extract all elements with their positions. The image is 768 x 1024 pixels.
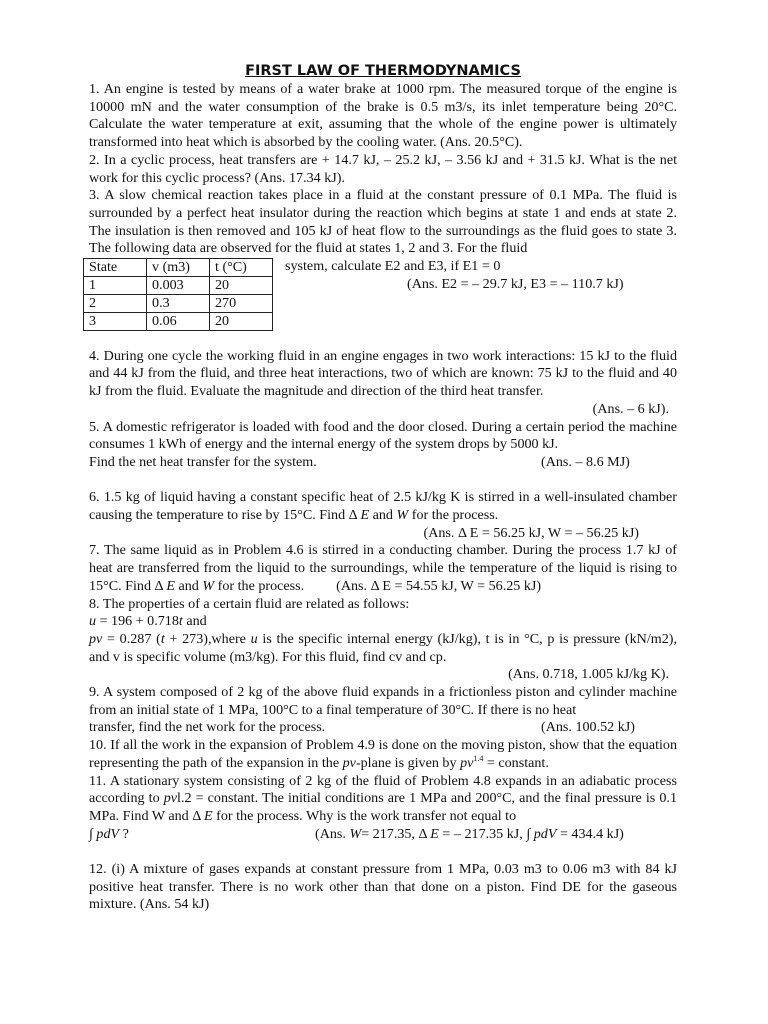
problem-11 — [89, 773, 677, 826]
symbol-e: E — [430, 825, 439, 842]
answer-text: = 217.35, Δ — [361, 825, 431, 842]
problem-11-text: 11. A stationary system consisting of 2 kg of the fluid of Problem 4.8 expands in an adiabatic process according to — [89, 772, 677, 807]
problem-11-answer — [315, 826, 624, 844]
eq1-text: = 196 + 0.718 — [96, 613, 179, 630]
problem-8-intro: 8. The properties of a certain fluid are related as follows: — [89, 595, 410, 612]
symbol-pv: pv — [89, 630, 103, 647]
spacer — [89, 472, 677, 490]
symbol-pdv: pdV — [96, 825, 120, 842]
symbol-t: t — [178, 613, 183, 630]
symbol-t: t — [160, 630, 165, 647]
integral-symbol: ∫ — [89, 825, 97, 842]
page-title: FIRST LAW OF THERMODYNAMICS — [245, 63, 521, 79]
problem-9-text: transfer, find the net work for the process. — [89, 719, 326, 736]
symbol-e: E — [166, 577, 175, 594]
problem-10-text: = constant. — [483, 754, 549, 771]
symbol-w: W — [349, 825, 362, 842]
problem-12: 12. (i) A mixture of gases expands at constant pressure from 1 MPa, 0.03 m3 to 0.06 m3 with 84 kJ positive heat transfer. There is no work other than that done on a piston. Find DE for the gaseous mixture. (Ans. 54 kJ) — [89, 861, 677, 913]
table-cell: 20 — [210, 313, 273, 331]
problem-7 — [89, 542, 677, 595]
table-cell: 0.06 — [147, 313, 210, 331]
table-header-cell: t (°C) — [210, 259, 273, 277]
table-header-cell: State — [84, 259, 147, 277]
problem-6-answer: (Ans. Δ E = 56.25 kJ, W = – 56.25 kJ) — [423, 524, 639, 541]
table-header-row — [84, 259, 273, 277]
table-cell: 20 — [210, 277, 273, 295]
table-cell: 2 — [84, 295, 147, 313]
problem-6-text: 6. 1.5 kg of liquid having a constant specific heat of 2.5 kJ/kg K is stirred in a well-insulated chamber causing the temperature to rise by 15°C. Find Δ — [89, 489, 677, 524]
answer-text: = – 217.35 kJ, ∫ — [438, 825, 534, 842]
question-mark: ? — [119, 825, 129, 842]
spacer — [89, 843, 677, 861]
table-row — [84, 313, 273, 331]
table-row — [84, 295, 273, 313]
symbol-e: E — [360, 507, 370, 524]
problem-3-table-row — [89, 258, 677, 330]
table-header-cell: v (m3) — [147, 259, 210, 277]
symbol-e: E — [204, 807, 213, 824]
symbol-pv: pv — [163, 790, 178, 807]
problem-6 — [89, 489, 677, 524]
eq2-text: + 273),where — [164, 630, 251, 647]
problem-5-last-line — [89, 454, 677, 472]
spacer — [89, 330, 677, 348]
symbol-u: u — [250, 630, 258, 647]
problem-10 — [89, 737, 677, 772]
symbol-pdv: pdV — [533, 825, 557, 842]
problem-3-continuation: system, calculate E2 and E3, if E1 = 0 — [285, 258, 501, 275]
problem-11-text: for the process. Why is the work transfer not equal to — [212, 807, 517, 824]
problem-7-text: 7. The same liquid as in Problem 4.6 is stirred in a conducting chamber. During the process 1.7 kJ of heat are transferred from the liquid to the surroundings, while the temperature of the liquid is rising to 15°C. Find Δ — [89, 542, 677, 594]
problem-9-answer: (Ans. 100.52 kJ) — [541, 719, 635, 736]
symbol-w: W — [396, 507, 409, 524]
symbol-w: W — [202, 577, 215, 594]
table-cell: 0.003 — [147, 277, 210, 295]
problem-3: 3. A slow chemical reaction takes place in a fluid at the constant pressure of 0.1 MPa. The fluid is surrounded by a perfect heat insulator during the reaction which begins at state 1 and ends at state 2. The insulation is then removed and 105 kJ of heat flow to the surroundings as the fluid goes to state 3. The following data are observed for the fluid at states 1, 2 and 3. For the fluid — [89, 187, 677, 257]
table-cell: 1 — [84, 277, 147, 295]
problem-9-last-line — [89, 719, 677, 737]
eq2-text: = 0.287 ( — [102, 630, 161, 647]
symbol-pv: pv — [342, 754, 356, 771]
problem-11-last-line — [89, 826, 677, 844]
problem-11-text: l.2 = constant. The initial conditions are 1 MPa and 200°C, and the final pressure is 0.1 MPa. Find W and Δ — [89, 790, 678, 824]
text-and: and — [174, 577, 203, 594]
problem-10-text: 10. If all the work in the expansion of Problem 4.9 is done on the moving piston, show that the equation representing the path of the expansion in the — [89, 737, 677, 771]
table-row — [84, 277, 273, 295]
exponent: 1.4 — [473, 753, 484, 763]
text-and: and — [369, 507, 397, 524]
symbol-u: u — [89, 613, 97, 630]
problem-7-answer: (Ans. Δ E = 54.55 kJ, W = 56.25 kJ) — [336, 577, 542, 594]
table-cell: 270 — [210, 295, 273, 313]
eq2-text: is the specific internal energy (kJ/kg), t is in °C, p is pressure (kN/m2), and v is specific volume (m3/kg). For this fluid, find cv and cp. — [89, 630, 677, 665]
eq1-end: and — [182, 613, 207, 630]
answer-text: (Ans. — [315, 825, 350, 842]
text-process: for the process. — [408, 507, 499, 524]
problem-4: 4. During one cycle the working fluid in an engine engages in two work interactions: 15 kJ to the fluid and 44 kJ from the fluid, and three heat interactions, two of which are known: 75 kJ to the fluid and 40 kJ from the fluid. Evaluate the magnitude and direction of the third heat transfer. — [89, 347, 677, 400]
problem-2: 2. In a cyclic process, heat transfers are + 14.7 kJ, – 25.2 kJ, – 3.56 kJ and + 31.5 kJ. What is the net work for this cyclic process? (Ans. 17.34 kJ). — [89, 151, 677, 186]
document-page — [89, 62, 677, 914]
text-process: for the process. — [214, 577, 305, 594]
problem-5-text: Find the net heat transfer for the system. — [89, 453, 317, 470]
problem-8-eq2 — [89, 631, 677, 666]
problem-1: 1. An engine is tested by means of a water brake at 1000 rpm. The measured torque of the engine is 10000 mN and the water consumption of the brake is 0.5 m3/s, its inlet temperature being 20°C. Calculate the water temperature at exit, assuming that the whole of the engine power is ultimately transformed into heat which is absorbed by the cooling water. (Ans. 20.5°C). — [89, 81, 677, 151]
problem-10-text: -plane is given by — [355, 754, 461, 771]
answer-text: = 434.4 kJ) — [556, 825, 624, 842]
problem-5-answer: (Ans. – 8.6 MJ) — [541, 453, 630, 470]
problem-4-answer: (Ans. – 6 kJ). — [592, 400, 669, 417]
problem-8-eq1 — [89, 613, 677, 631]
problem-3-answer: (Ans. E2 = – 29.7 kJ, E3 = – 110.7 kJ) — [407, 276, 624, 293]
state-data-table — [83, 258, 273, 331]
symbol-pv: pv — [460, 754, 474, 771]
problem-9: 9. A system composed of 2 kg of the above fluid expands in a frictionless piston and cylinder machine from an initial state of 1 MPa, 100°C to a final temperature of 30°C. If there is no heat — [89, 684, 677, 718]
problem-5: 5. A domestic refrigerator is loaded with food and the door closed. During a certain period the machine consumes 1 kWh of energy and the internal energy of the system drops by 5000 kJ. — [89, 418, 677, 453]
problem-8-answer: (Ans. 0.718, 1.005 kJ/kg K). — [508, 666, 669, 683]
table-cell: 0.3 — [147, 295, 210, 313]
table-cell: 3 — [84, 313, 147, 331]
